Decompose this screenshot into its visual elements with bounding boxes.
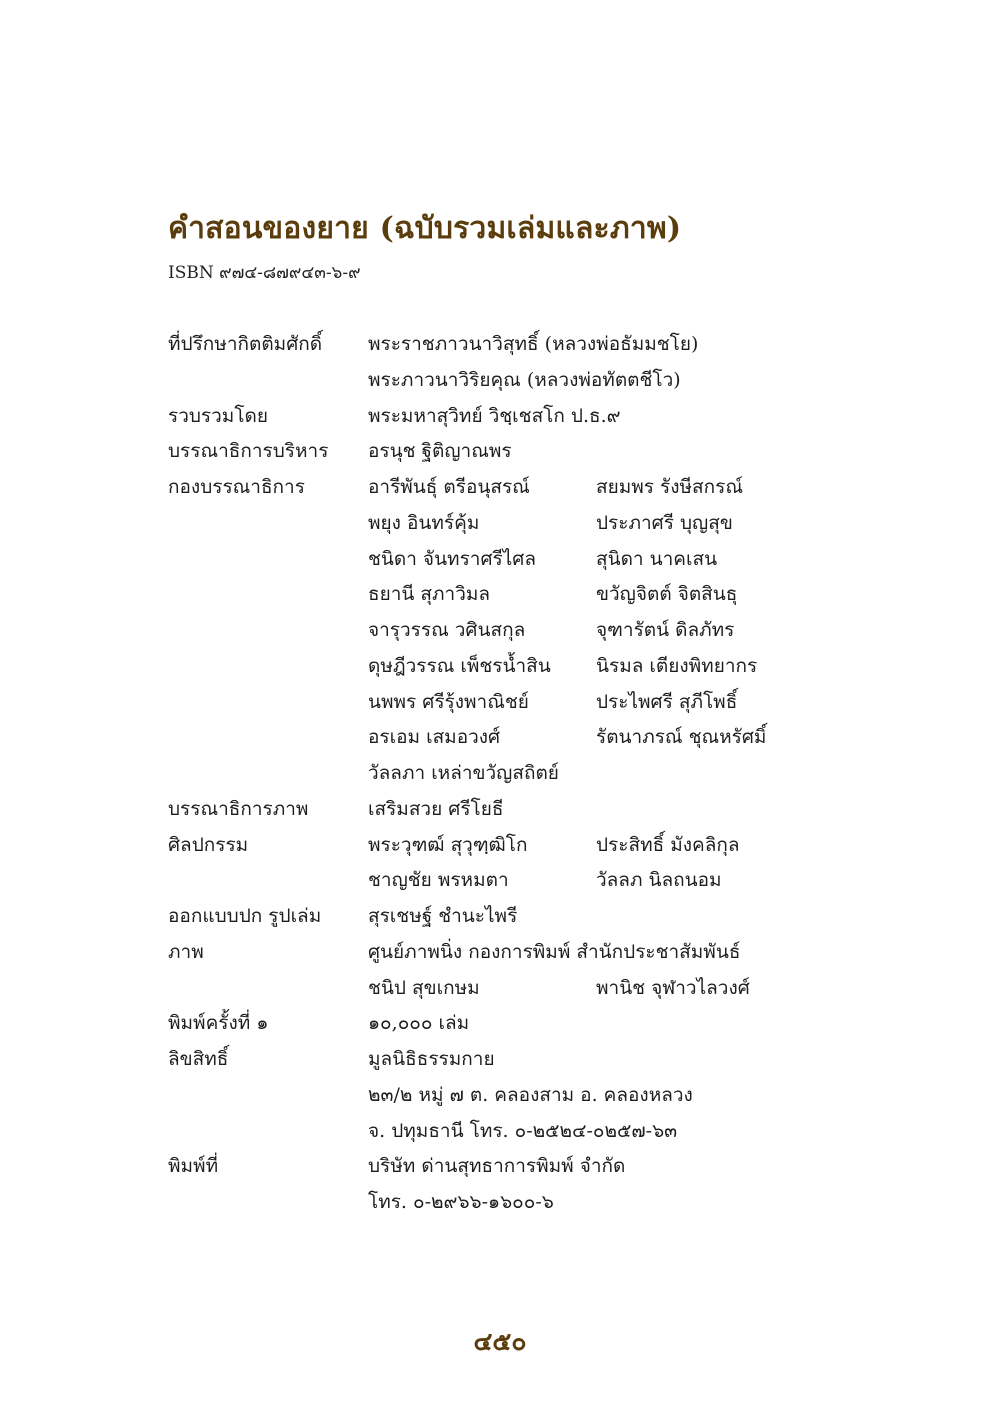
credit-row — [168, 399, 868, 435]
credit-name: ดุษฎีวรรณ เพ็ชรน้ำสิน — [368, 654, 551, 677]
credit-label: บรรณาธิการบริหาร — [168, 440, 329, 463]
credit-name: วัลลภา เหล่าขวัญสถิตย์ — [368, 762, 559, 784]
credit-label: ที่ปรึกษากิตติมศักดิ์ — [168, 333, 323, 355]
credit-row — [168, 1006, 868, 1042]
credit-label: พิมพ์ที่ — [168, 1155, 219, 1178]
credit-row — [168, 327, 868, 363]
credit-name-secondary: สยมพร รังษีสกรณ์ — [596, 476, 743, 498]
credit-row — [168, 899, 868, 935]
credit-name: พระวุฑฒ์ สุวุฑฺฒิโก — [368, 833, 528, 856]
credit-label: ลิขสิทธิ์ — [168, 1048, 229, 1070]
credit-label: ศิลปกรรม — [168, 833, 249, 856]
credit-name: ศูนย์ภาพนิ่ง กองการพิมพ์ สำนักประชาสัมพันธ์ — [368, 940, 741, 963]
credit-name: เสริมสวย ศรีโยธี — [368, 797, 504, 820]
page-number: ๔๕๐ — [473, 1327, 527, 1356]
credit-name-secondary: พานิช จุฬาวไลวงศ์ — [596, 976, 750, 999]
credit-name: บริษัท ด่านสุทธาการพิมพ์ จำกัด — [368, 1155, 626, 1178]
credit-name: อารีพันธุ์ ตรีอนุสรณ์ — [368, 476, 530, 498]
credit-label: รวบรวมโดย — [168, 404, 269, 427]
credit-name-secondary: สุนิดา นาคเสน — [596, 547, 718, 570]
credit-row — [168, 828, 868, 864]
credit-name: พยุง อินทร์คุ้ม — [368, 511, 480, 534]
credit-name: อรนุช ฐิติญาณพร — [368, 440, 512, 463]
credit-row — [168, 971, 868, 1007]
credit-name-secondary: ประภาศรี บุญสุข — [596, 511, 733, 534]
credit-row — [168, 470, 868, 506]
credit-label: กองบรรณาธิการ — [168, 476, 305, 498]
credit-name-secondary: นิรมล เตียงพิทยากร — [596, 654, 758, 677]
credit-row — [168, 434, 868, 470]
credit-name: มูลนิธิธรรมกาย — [368, 1048, 495, 1070]
credit-name: นพพร ศรีรุ้งพาณิชย์ — [368, 690, 529, 713]
credit-name-secondary: ขวัญจิตต์ จิตสินธุ — [596, 583, 738, 606]
credit-row — [168, 685, 868, 721]
credit-name-secondary: วัลลภ นิลถนอม — [596, 869, 722, 892]
credit-row — [168, 1149, 868, 1185]
credit-row — [168, 863, 868, 899]
credit-row — [168, 1042, 868, 1078]
credit-name-secondary: รัตนาภรณ์ ชุณหรัศมิ์ — [596, 726, 767, 749]
credit-name: พระมหาสุวิทย์ วิชฺเชสโก ป.ธ.๙ — [368, 404, 621, 427]
credit-row — [168, 649, 868, 685]
credit-name: พระภาวนาวิริยคุณ (หลวงพ่อทัตตชีโว) — [368, 368, 681, 391]
credit-name: ๑๐,๐๐๐ เล่ม — [368, 1012, 470, 1035]
isbn: ISBN ๙๗๔-๘๗๙๔๓-๖-๙ — [168, 263, 361, 283]
credit-row — [168, 542, 868, 578]
credit-name: โทร. ๐-๒๙๖๖-๑๖๐๐-๖ — [368, 1191, 554, 1213]
credit-name-secondary: จุฑารัตน์ ดิลภัทร — [596, 619, 735, 641]
book-title: คำสอนของยาย (ฉบับรวมเล่มและภาพ) — [168, 211, 682, 246]
credit-name-secondary: ประไพศรี สุภีโพธิ์ — [596, 690, 738, 713]
credit-row — [168, 577, 868, 613]
credit-label: บรรณาธิการภาพ — [168, 797, 309, 820]
credit-name: ธยานี สุภาวิมล — [368, 583, 491, 606]
credit-row — [168, 1185, 868, 1221]
credit-row — [168, 935, 868, 971]
credits-list — [168, 327, 868, 1221]
credit-row — [168, 792, 868, 828]
credit-name-secondary: ประสิทธิ์ มังคลิกุล — [596, 833, 740, 856]
credit-row — [168, 1114, 868, 1150]
credit-name: ชาญชัย พรหมตา — [368, 869, 509, 892]
credit-name: พระราชภาวนาวิสุทธิ์ (หลวงพ่อธัมมชโย) — [368, 333, 699, 355]
credit-row — [168, 1078, 868, 1114]
credit-row — [168, 506, 868, 542]
credit-row — [168, 720, 868, 756]
credit-name: สุรเชษฐ์ ชำนะไพรี — [368, 905, 518, 927]
credit-row — [168, 756, 868, 792]
credit-name: ชนิดา จันทราศรีไศล — [368, 547, 536, 570]
credit-name: จารุวรรณ วศินสกุล — [368, 619, 526, 641]
credit-name: จ. ปทุมธานี โทร. ๐-๒๕๒๔-๐๒๕๗-๖๓ — [368, 1119, 678, 1142]
credit-label: ออกแบบปก รูปเล่ม — [168, 905, 322, 927]
credit-row — [168, 363, 868, 399]
credit-row — [168, 613, 868, 649]
credit-label: ภาพ — [168, 940, 204, 963]
credit-name: ๒๓/๒ หมู่ ๗ ต. คลองสาม อ. คลองหลวง — [368, 1083, 693, 1106]
credit-label: พิมพ์ครั้งที่ ๑ — [168, 1012, 269, 1035]
credit-name: ชนิป สุขเกษม — [368, 976, 480, 999]
credit-name: อรเอม เสมอวงศ์ — [368, 726, 501, 749]
